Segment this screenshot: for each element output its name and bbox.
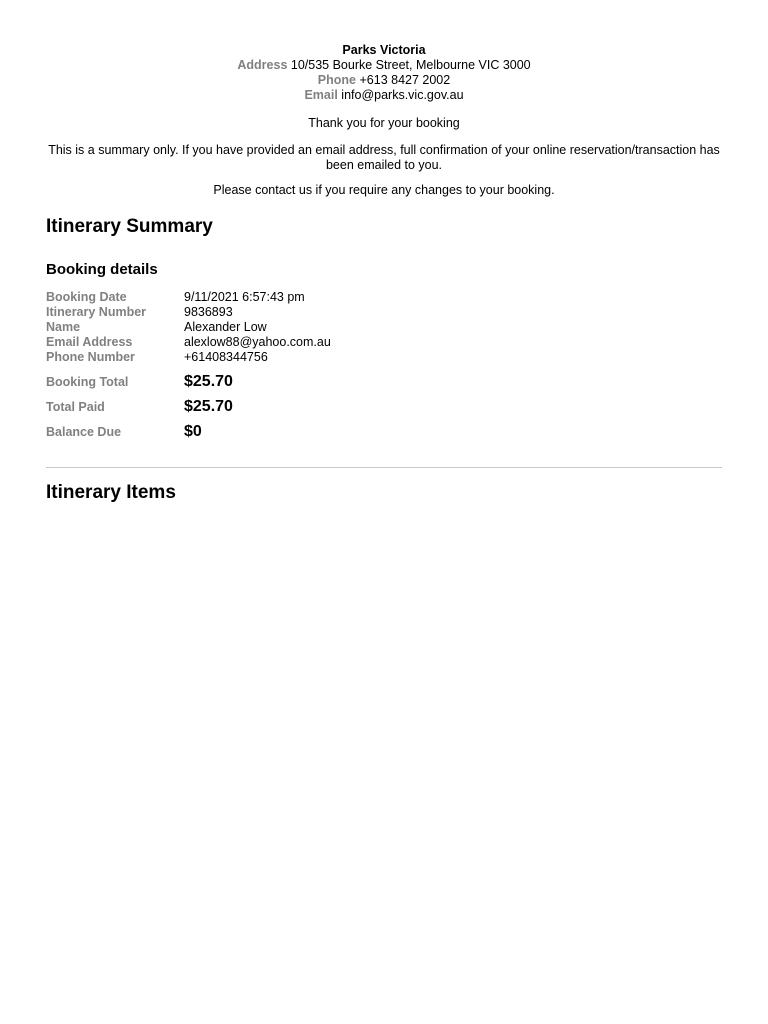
email-label: Email xyxy=(304,88,338,102)
address-line xyxy=(46,58,722,73)
booking-details-title: Booking details xyxy=(46,261,158,278)
section-divider xyxy=(46,467,722,468)
detail-value: +61408344756 xyxy=(184,350,268,364)
booking-details xyxy=(46,290,722,448)
address-value: 10/535 Bourke Street, Melbourne VIC 3000 xyxy=(290,58,531,72)
detail-value: 9836893 xyxy=(184,305,233,319)
detail-label: Email Address xyxy=(46,335,133,349)
total-row-total-paid xyxy=(46,398,722,423)
detail-value: 9/11/2021 6:57:43 pm xyxy=(184,290,305,304)
summary-note: This is a summary only. If you have provided an email address, full confirmation of your online reservation/transaction has been emailed to you. xyxy=(48,143,720,172)
total-value: $0 xyxy=(184,423,202,440)
itinerary-items-title: Itinerary Items xyxy=(46,482,176,503)
email-line xyxy=(46,88,722,103)
detail-value: Alexander Low xyxy=(184,320,267,334)
contact-note: Please contact us if you require any changes to your booking. xyxy=(213,183,555,197)
detail-row-itinerary-number xyxy=(46,305,722,320)
total-label: Booking Total xyxy=(46,375,129,389)
phone-value: +613 8427 2002 xyxy=(359,73,451,87)
detail-row-email-address xyxy=(46,335,722,350)
detail-row-phone-number xyxy=(46,350,722,365)
total-label: Balance Due xyxy=(46,425,122,439)
total-value: $25.70 xyxy=(184,373,233,390)
detail-label: Name xyxy=(46,320,81,334)
phone-line xyxy=(46,73,722,88)
detail-value: alexlow88@yahoo.com.au xyxy=(184,335,331,349)
phone-label: Phone xyxy=(317,73,356,87)
detail-row-booking-date xyxy=(46,290,722,305)
thanks-message: Thank you for your booking xyxy=(308,116,460,130)
organisation-name: Parks Victoria xyxy=(342,43,426,57)
total-row-balance-due xyxy=(46,423,722,448)
detail-label: Itinerary Number xyxy=(46,305,147,319)
booking-summary-page xyxy=(46,0,722,504)
detail-row-name xyxy=(46,320,722,335)
detail-label: Booking Date xyxy=(46,290,127,304)
organisation-header xyxy=(46,43,722,103)
total-row-booking-total xyxy=(46,373,722,398)
total-label: Total Paid xyxy=(46,400,105,414)
detail-label: Phone Number xyxy=(46,350,135,364)
itinerary-summary-title: Itinerary Summary xyxy=(46,216,213,237)
email-value: info@parks.vic.gov.au xyxy=(341,88,464,102)
total-value: $25.70 xyxy=(184,398,233,415)
address-label: Address xyxy=(237,58,288,72)
